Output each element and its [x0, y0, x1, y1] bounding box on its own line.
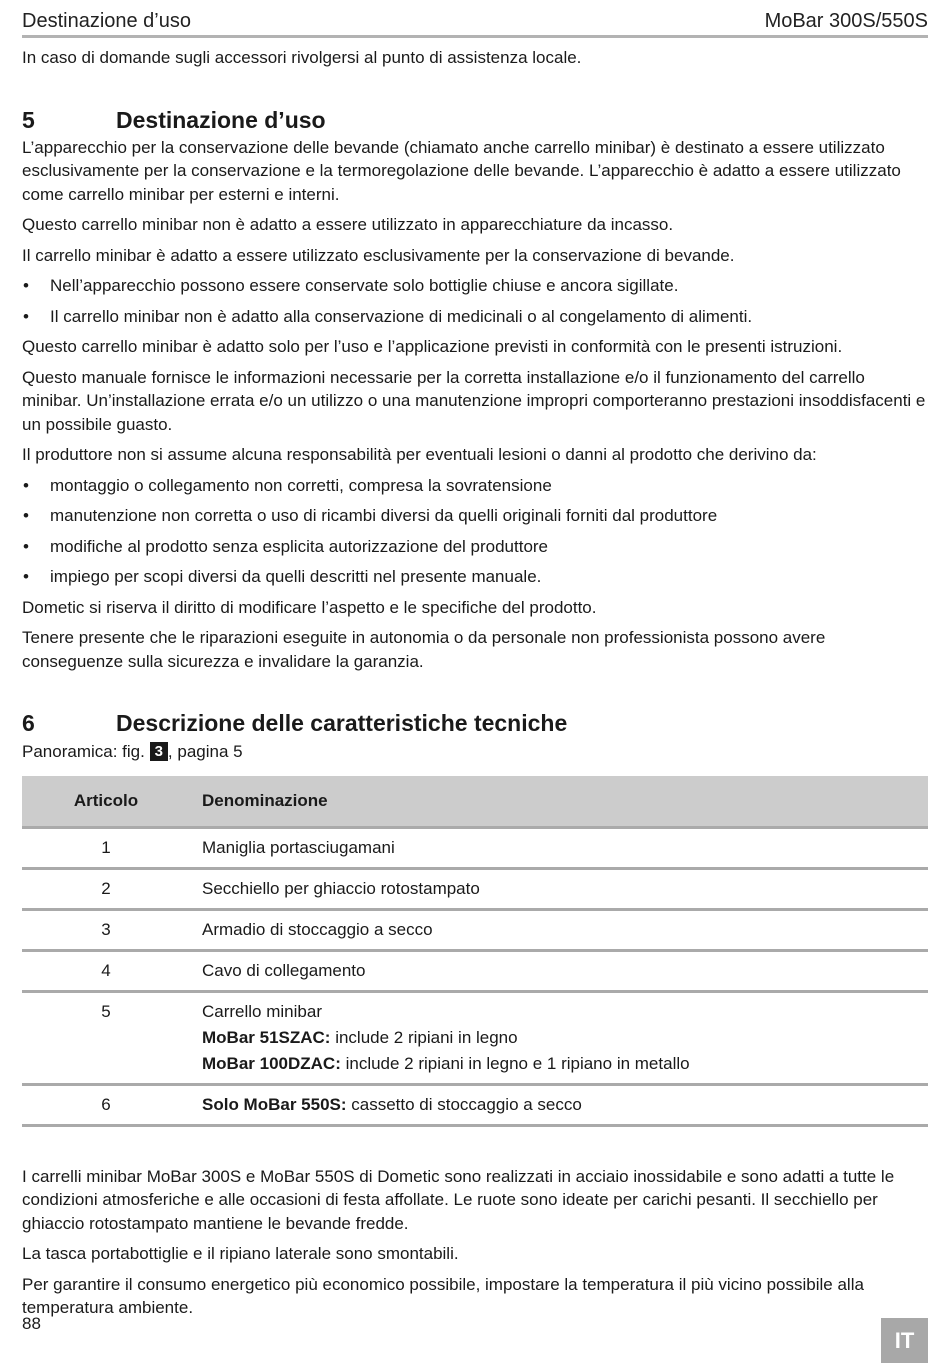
item-number: 2 — [22, 868, 190, 909]
paragraph: Dometic si riserva il diritto di modificare l’aspetto e le specifiche del prodotto. — [22, 597, 597, 617]
item-name — [190, 1084, 928, 1125]
paragraph: L’apparecchio per la conservazione delle bevande (chiamato anche carrello minibar) è destinato a essere utilizzato esclusivamente per la conservazione e la termoregolazione delle bevande. L’apparecchio è adatto a essere utilizzato come carrello minibar per esterni e interni. — [22, 137, 901, 204]
variant-line — [202, 1025, 928, 1051]
list-item: • modifiche al prodotto senza esplicita autorizzazione del produttore — [22, 535, 928, 559]
table-row — [22, 827, 928, 868]
section-5-number: 5 — [22, 106, 35, 133]
running-header — [22, 0, 928, 38]
table-row — [22, 909, 928, 950]
paragraph: Questo manuale fornisce le informazioni necessarie per la corretta installazione e/o il funzionamento del carrello minibar. Un’installazione errata e/o un utilizzo o una manutenzione impropri comporteranno prestazioni insoddisfacenti e un possibile guasto. — [22, 367, 926, 434]
paragraph: Il carrello minibar è adatto a essere utilizzato esclusivamente per la conservazione di bevande. — [22, 245, 735, 265]
bullet-list — [22, 274, 928, 328]
item-number: 3 — [22, 909, 190, 950]
item-number: 1 — [22, 827, 190, 868]
section-6-title: Descrizione delle caratteristiche tecniche — [116, 710, 568, 736]
intro-paragraph: In caso di domande sugli accessori rivolgersi al punto di assistenza locale. — [22, 48, 582, 67]
item-name: Armadio di stoccaggio a secco — [190, 909, 928, 950]
list-item: • montaggio o collegamento non corretti, compresa la sovratensione — [22, 474, 928, 498]
variant-detail: include 2 ripiani in legno — [330, 1027, 518, 1047]
section-6-number: 6 — [22, 710, 35, 736]
paragraph: Tenere presente che le riparazioni eseguite in autonomia o da personale non professionista possono avere conseguenze sulla sicurezza e invalidare la garanzia. — [22, 628, 826, 671]
manual-page — [22, 0, 928, 1320]
item-name-qualifier: Solo MoBar 550S: — [202, 1094, 347, 1114]
variant-model: MoBar 51SZAC: — [202, 1027, 331, 1047]
list-item: • manutenzione non corretta o uso di ricambi diversi da quelli originali forniti dal produttore — [22, 504, 928, 528]
list-item: • impiego per scopi diversi da quelli descritti nel presente manuale. — [22, 565, 928, 589]
variant-line — [202, 1051, 928, 1077]
paragraph: Questo carrello minibar è adatto solo per l’uso e l’applicazione previsti in conformità con le presenti istruzioni. — [22, 337, 843, 356]
language-tab: IT — [881, 1318, 928, 1363]
item-name-text: cassetto di stoccaggio a secco — [346, 1094, 582, 1114]
table-row — [22, 950, 928, 991]
paragraph: La tasca portabottiglie e il ripiano laterale sono smontabili. — [22, 1244, 459, 1263]
paragraph: I carrelli minibar MoBar 300S e MoBar 550S di Dometic sono realizzati in acciaio inossidabile e sono adatti a tutte le condizioni atmosferiche e alle occasioni di festa affollate. Le ruote sono ideate per carichi pesanti. Il secchiello per ghiaccio rotostampato mantiene le bevande fredde. — [22, 1166, 895, 1233]
overview-suffix: , pagina 5 — [167, 742, 243, 761]
item-name: Maniglia portasciugamani — [190, 827, 928, 868]
item-name: Cavo di collegamento — [190, 950, 928, 991]
item-number: 5 — [22, 991, 190, 1084]
variant-model: MoBar 100DZAC: — [202, 1053, 341, 1073]
bullet-list — [22, 474, 928, 589]
variant-detail: include 2 ripiani in legno e 1 ripiano in metallo — [340, 1053, 690, 1073]
page-number: 88 — [22, 1314, 41, 1333]
table-header-row — [22, 776, 928, 828]
table-row — [22, 1084, 928, 1125]
paragraph: Per garantire il consumo energetico più economico possibile, impostare la temperatura il più vicino possibile alla temperatura ambiente. — [22, 1274, 864, 1317]
table-row — [22, 868, 928, 909]
components-table — [22, 776, 928, 1127]
paragraph: Il produttore non si assume alcuna responsabilità per eventuali lesioni o danni al prodotto che derivino da: — [22, 445, 817, 464]
section-6-heading — [22, 709, 928, 737]
list-item: • Nell’apparecchio possono essere conservate solo bottiglie chiuse e ancora sigillate. — [22, 274, 928, 298]
overview-prefix: Panoramica: fig. — [22, 742, 145, 761]
list-item: • Il carrello minibar non è adatto alla conservazione di medicinali o al congelamento di alimenti. — [22, 305, 928, 329]
overview-reference — [22, 740, 928, 764]
table-row — [22, 991, 928, 1084]
paragraph: Questo carrello minibar non è adatto a essere utilizzato in apparecchiature da incasso. — [22, 215, 674, 234]
figure-number-badge: 3 — [150, 742, 168, 761]
item-name: Secchiello per ghiaccio rotostampato — [190, 868, 928, 909]
section-5-heading — [22, 106, 928, 134]
item-name — [190, 991, 928, 1084]
column-header-name: Denominazione — [190, 776, 928, 828]
item-number: 4 — [22, 950, 190, 991]
section-5-title: Destinazione d’uso — [116, 106, 326, 133]
header-product-name: MoBar 300S/550S — [764, 10, 928, 32]
header-section-title: Destinazione d’uso — [22, 10, 191, 32]
item-number: 6 — [22, 1084, 190, 1125]
column-header-item: Articolo — [22, 776, 190, 828]
item-name-main: Carrello minibar — [202, 1001, 322, 1021]
